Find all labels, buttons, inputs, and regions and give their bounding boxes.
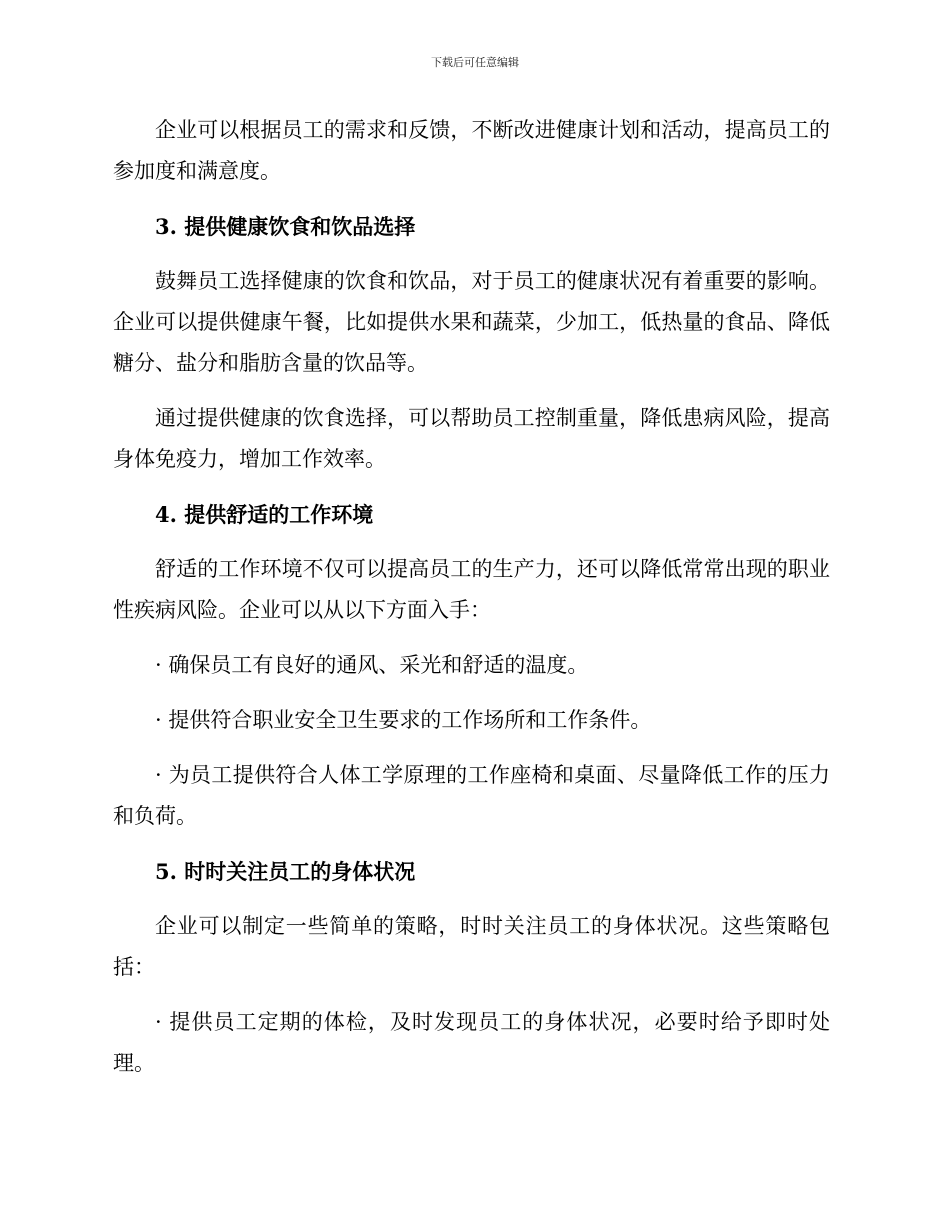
bullet-ventilation-lighting: · 确保员工有良好的通风、采光和舒适的温度。 [155,653,589,677]
bullet-ergonomic-furniture: · 为员工提供符合人体工学原理的工作座椅和桌面、尽量降低工作的压力和负荷。 [113,763,830,828]
document-body [113,110,830,1098]
bullet-regular-checkups: · 提供员工定期的体检，及时发现员工的身体状况，必要时给予即时处理。 [113,1010,830,1075]
paragraph-healthy-diet-encouragement: 鼓舞员工选择健康的饮食和饮品，对于员工的健康状况有着重要的影响。企业可以提供健康午餐，比如提供水果和蔬菜，少加工，低热量的食品、降低糖分、盐分和脂肪含量的饮品等。 [113,269,830,375]
section-heading-healthy-diet: 3. 提供健康饮食和饮品选择 [155,214,416,239]
section-heading-health-monitoring: 5. 时时关注员工的身体状况 [155,859,416,884]
section-heading-work-environment: 4. 提供舒适的工作环境 [155,502,374,527]
paragraph-improve-health-plans: 企业可以根据员工的需求和反馈，不断改进健康计划和活动，提高员工的参加度和满意度。 [113,118,830,183]
page-header: 下载后可任意编辑 [431,56,519,69]
paragraph-healthy-diet-benefits: 通过提供健康的饮食选择，可以帮助员工控制重量，降低患病风险，提高身体免疫力，增加工作效率。 [113,406,830,471]
paragraph-health-monitoring-intro: 企业可以制定一些简单的策略，时时关注员工的身体状况。这些策略包括： [113,914,830,979]
bullet-safety-standards: · 提供符合职业安全卫生要求的工作场所和工作条件。 [155,708,652,732]
paragraph-work-environment-intro: 舒适的工作环境不仅可以提高员工的生产力，还可以降低常常出现的职业性疾病风险。企业可以从以下方面入手： [113,557,830,622]
